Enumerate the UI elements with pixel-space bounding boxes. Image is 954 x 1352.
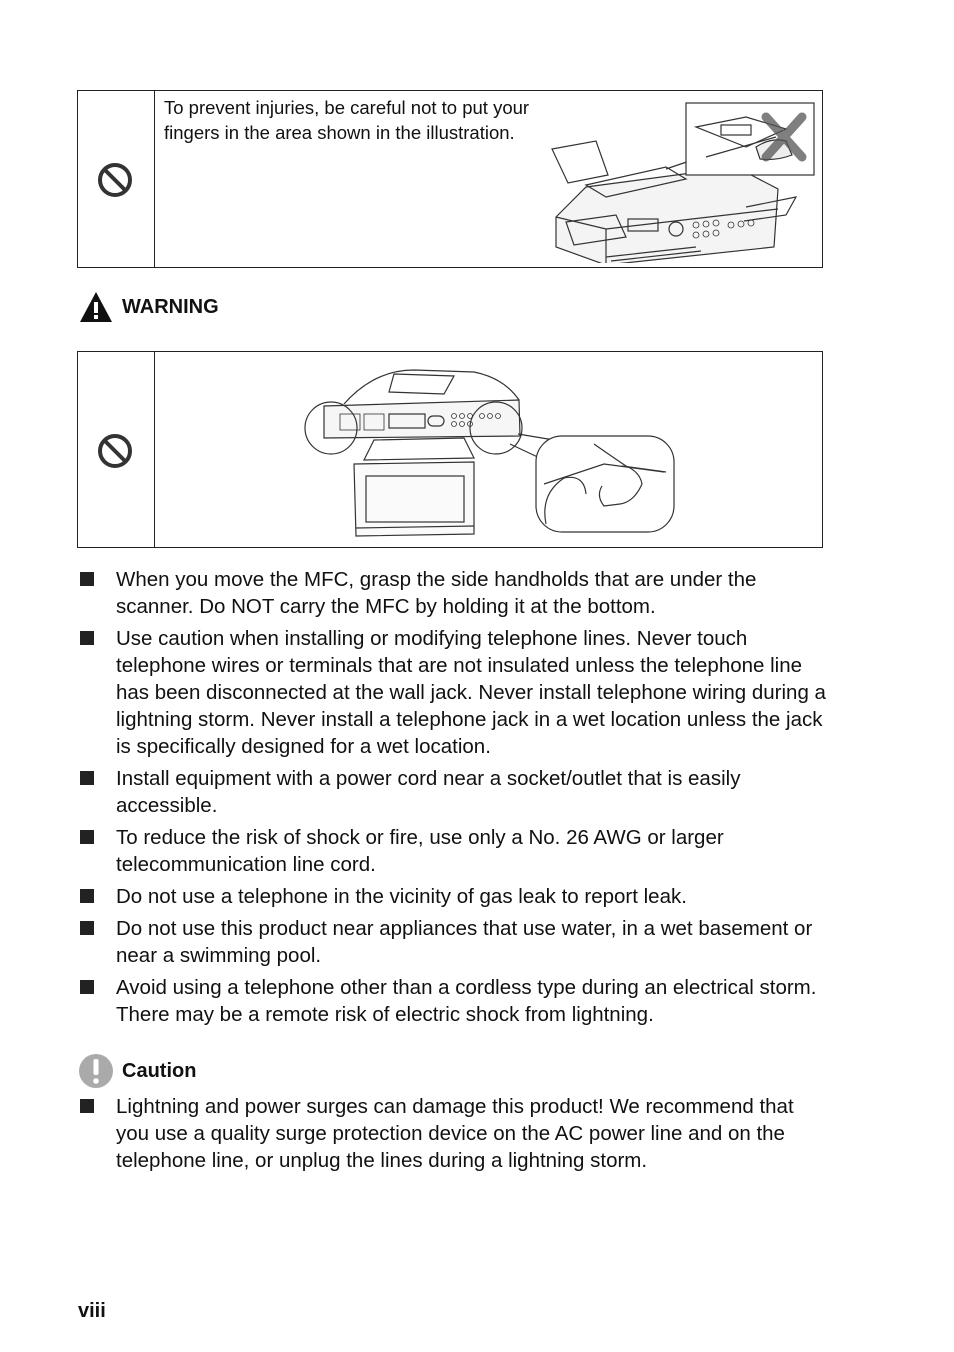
mfc-handhold-illustration [304,364,676,538]
caution-list [78,1093,828,1179]
caution-heading [78,1053,196,1089]
prevent-injury-caption: To prevent injuries, be careful not to put your fingers in the area shown in the illustration. [164,97,530,143]
warning-triangle-icon [78,290,114,324]
list-item: To reduce the risk of shock or fire, use only a No. 26 AWG or larger telecommunication line cord. [78,824,828,878]
list-item: Do not use a telephone in the vicinity of gas leak to report leak. [78,883,828,910]
warning-list [78,566,828,1033]
square-bullet-icon [80,921,94,935]
prevent-injury-box [77,90,823,268]
prohibited-icon [96,432,134,470]
caution-exclamation-icon [78,1053,114,1089]
square-bullet-icon [80,771,94,785]
square-bullet-icon [80,830,94,844]
square-bullet-icon [80,1099,94,1113]
page-number: viii [78,1300,106,1322]
box-divider [154,352,155,547]
list-item: Avoid using a telephone other than a cordless type during an electrical storm. There may be a remote risk of electric shock from lightning. [78,974,828,1028]
list-item: When you move the MFC, grasp the side handholds that are under the scanner. Do NOT carry the MFC by holding it at the bottom. [78,566,828,620]
square-bullet-icon [80,572,94,586]
warning-heading [78,290,219,324]
list-item: Do not use this product near appliances that use water, in a wet basement or near a swimming pool. [78,915,828,969]
box-divider [154,91,155,267]
caution-title: Caution [122,1059,197,1082]
square-bullet-icon [80,980,94,994]
square-bullet-icon [80,889,94,903]
square-bullet-icon [80,631,94,645]
list-item: Install equipment with a power cord near a socket/outlet that is easily accessible. [78,765,828,819]
handhold-box [77,351,823,548]
list-item: Lightning and power surges can damage this product! We recommend that you use a quality surge protection device on the AC power line and on the telephone line, or unplug the lines during a lightning storm. [78,1093,828,1174]
warning-title: WARNING [122,295,219,318]
list-item: Use caution when installing or modifying telephone lines. Never touch telephone wires or terminals that are not insulated unless the telephone line has been disconnected at the wall jack. Never install telephone wiring during a lightning storm. Never install a telephone jack in a wet location unless the jack is specifically designed for a wet location. [78,625,828,760]
mfc-document-feeder-illustration [546,97,818,263]
prohibited-icon [96,161,134,199]
